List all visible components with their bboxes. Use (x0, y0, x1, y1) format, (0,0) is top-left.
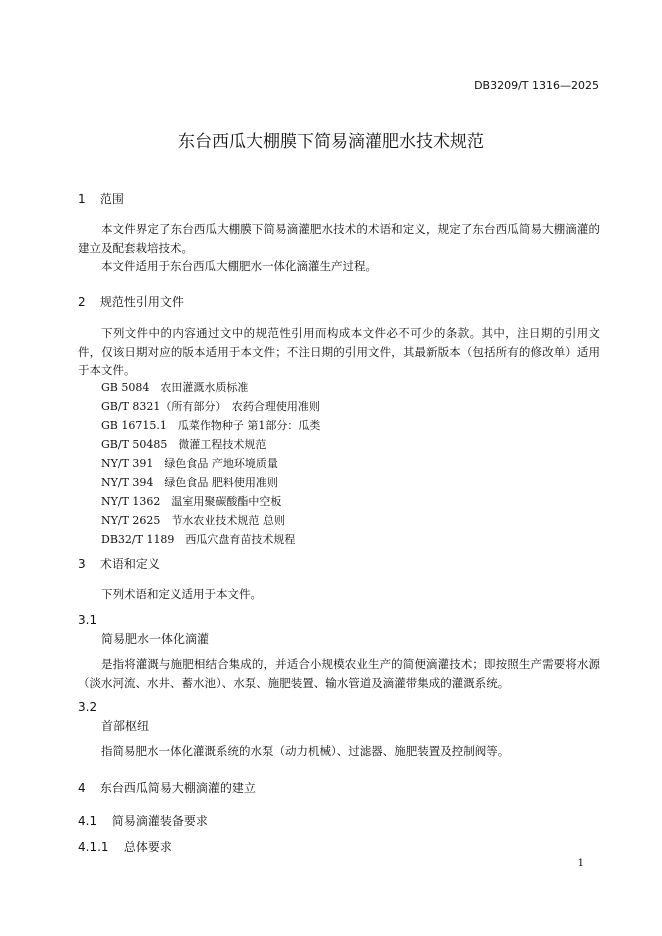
document-title: 东台西瓜大棚膜下简易滴灌肥水技术规范 (178, 132, 484, 152)
reference-item: GB 16715.1 瓜菜作物种子 第1部分：瓜类 (101, 419, 321, 432)
normative-intro: 下列文件中的内容通过文中的规范性引用而构成本文件必不可少的条款。其中，注日期的引用文件，仅该日期对应的版本适用于本文件；不注日期的引用文件，其最新版本（包括所有的修改单）适用于本文件。 (78, 326, 600, 377)
reference-item: GB 5084 农田灌溉水质标准 (101, 381, 249, 394)
section-title: 东台西瓜简易大棚滴灌的建立 (99, 781, 256, 795)
section-2-heading (78, 293, 184, 310)
section-1-heading (78, 190, 124, 207)
reference-item: NY/T 2625 节水农业技术规范 总则 (101, 514, 285, 527)
term-3-2-name: 首部枢纽 (101, 719, 150, 733)
section-4-1-heading (78, 812, 208, 829)
section-3-heading (78, 555, 160, 572)
section-title: 术语和定义 (99, 557, 160, 571)
scope-paragraph-1: 本文件界定了东台西瓜大棚膜下简易滴灌肥水技术的术语和定义，规定了东台西瓜简易大棚滴灌的建立及配套栽培技术。 (78, 222, 600, 255)
page-number: 1 (577, 858, 584, 869)
section-4-heading (78, 779, 256, 796)
section-number: 3 (78, 557, 86, 571)
terms-intro: 下列术语和定义适用于本文件。 (101, 587, 262, 601)
section-title: 简易滴灌装备要求 (111, 814, 208, 828)
reference-item: DB32/T 1189 西瓜穴盘育苗技术规程 (101, 533, 296, 546)
reference-item: NY/T 1362 温室用聚碳酸酯中空板 (101, 495, 282, 508)
reference-item: NY/T 391 绿色食品 产地环境质量 (101, 457, 278, 470)
section-number: 4.1 (78, 814, 98, 828)
reference-item: NY/T 394 绿色食品 肥料使用准则 (101, 476, 278, 489)
section-number: 1 (78, 192, 86, 206)
section-number: 4.1.1 (78, 840, 109, 854)
term-3-2-number: 3.2 (78, 700, 98, 714)
reference-item: GB/T 50485 微灌工程技术规范 (101, 438, 267, 451)
reference-item: GB/T 8321（所有部分） 农药合理使用准则 (101, 400, 320, 413)
section-4-1-1-heading (78, 838, 172, 855)
section-number: 2 (78, 295, 86, 309)
term-3-1-name: 简易肥水一体化滴灌 (101, 632, 210, 646)
section-title: 规范性引用文件 (99, 295, 184, 309)
document-code: DB3209/T 1316—2025 (474, 79, 599, 92)
section-title: 范围 (99, 192, 124, 206)
scope-paragraph-2: 本文件适用于东台西瓜大棚肥水一体化滴灌生产过程。 (101, 259, 377, 273)
term-3-1-number: 3.1 (78, 613, 98, 627)
term-3-2-definition: 指简易肥水一体化灌溉系统的水泵（动力机械）、过滤器、施肥装置及控制阀等。 (101, 744, 510, 758)
section-number: 4 (78, 781, 86, 795)
term-3-1-definition: 是指将灌溉与施肥相结合集成的，并适合小规模农业生产的简便滴灌技术；即按照生产需要将水源（淡水河流、水井、蓄水池）、水泵、施肥装置、输水管道及滴灌带集成的灌溉系统。 (78, 657, 600, 690)
section-title: 总体要求 (123, 840, 172, 854)
